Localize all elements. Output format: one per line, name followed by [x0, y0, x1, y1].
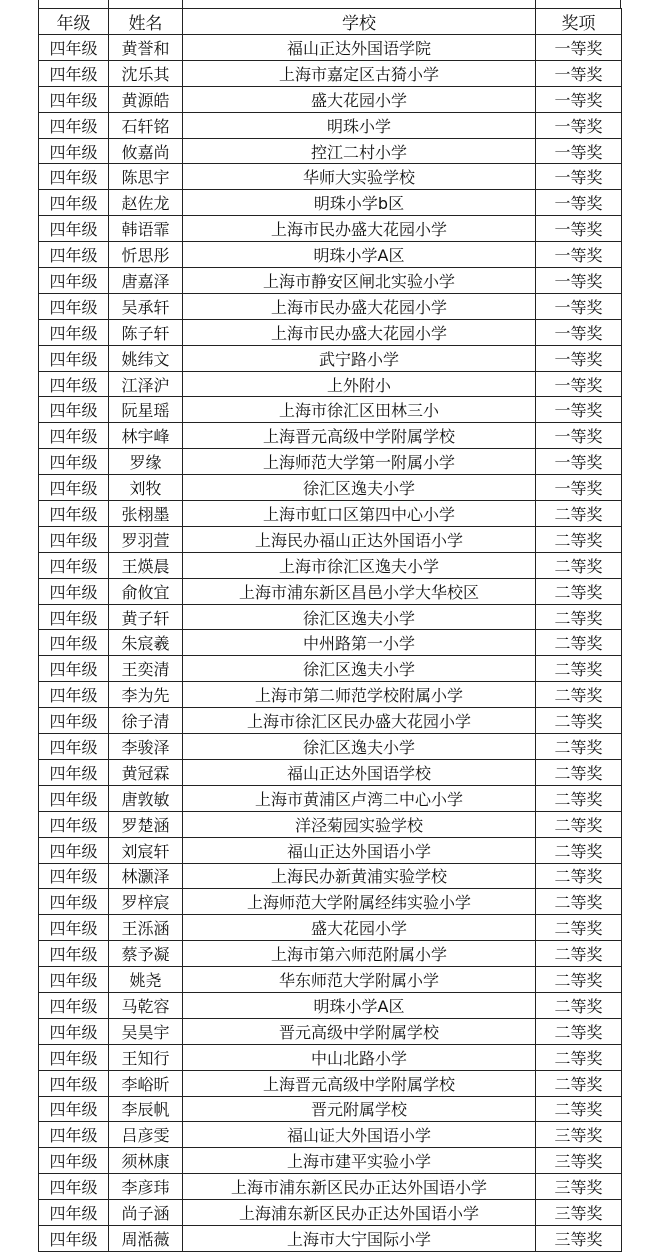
- name-cell: 徐子清: [109, 708, 183, 734]
- name-cell: 吕彦雯: [109, 1122, 183, 1148]
- name-cell: 吴承轩: [109, 293, 183, 319]
- award-cell: 二等奖: [536, 941, 622, 967]
- table-row: [39, 1225, 622, 1251]
- name-cell: 俞攸宜: [109, 578, 183, 604]
- name-cell: 李辰帆: [109, 1096, 183, 1122]
- grade-cell: 四年级: [39, 293, 109, 319]
- grade-cell: 四年级: [39, 785, 109, 811]
- name-cell: 李为先: [109, 682, 183, 708]
- school-cell: 明珠小学A区: [183, 992, 536, 1018]
- table-row: [39, 992, 622, 1018]
- table-row: [39, 345, 622, 371]
- award-cell: 二等奖: [536, 889, 622, 915]
- school-cell: 上海市黄浦区卢湾二中心小学: [183, 785, 536, 811]
- school-cell: 上海市大宁国际小学: [183, 1225, 536, 1251]
- award-cell: 二等奖: [536, 1044, 622, 1070]
- name-cell: 王煐晨: [109, 552, 183, 578]
- table-row: [39, 371, 622, 397]
- table-row: [39, 708, 622, 734]
- table-row: [39, 216, 622, 242]
- name-cell: 黄子轩: [109, 604, 183, 630]
- school-cell: 上海市徐汇区逸夫小学: [183, 552, 536, 578]
- award-cell: 二等奖: [536, 578, 622, 604]
- table-top-edge: [38, 0, 621, 8]
- name-cell: 罗羽萱: [109, 526, 183, 552]
- name-cell: 唐嘉泽: [109, 268, 183, 294]
- grade-cell: 四年级: [39, 216, 109, 242]
- award-cell: 一等奖: [536, 164, 622, 190]
- grade-cell: 四年级: [39, 992, 109, 1018]
- school-cell: 明珠小学A区: [183, 242, 536, 268]
- school-cell: 盛大花园小学: [183, 915, 536, 941]
- table-row: [39, 35, 622, 61]
- table-row: [39, 941, 622, 967]
- school-cell: 上海市建平实验小学: [183, 1148, 536, 1174]
- award-cell: 二等奖: [536, 734, 622, 760]
- table-row: [39, 578, 622, 604]
- name-cell: 王奕清: [109, 656, 183, 682]
- school-cell: 中山北路小学: [183, 1044, 536, 1070]
- grade-cell: 四年级: [39, 837, 109, 863]
- name-cell: 黄冠霖: [109, 759, 183, 785]
- award-cell: 二等奖: [536, 863, 622, 889]
- award-cell: 一等奖: [536, 242, 622, 268]
- school-cell: 控江二村小学: [183, 138, 536, 164]
- school-cell: 上海市静安区闸北实验小学: [183, 268, 536, 294]
- award-cell: 一等奖: [536, 293, 622, 319]
- table-row: [39, 397, 622, 423]
- name-cell: 攸嘉尚: [109, 138, 183, 164]
- name-cell: 刘宸轩: [109, 837, 183, 863]
- school-cell: 上外附小: [183, 371, 536, 397]
- table-row: [39, 242, 622, 268]
- school-cell: 中州路第一小学: [183, 630, 536, 656]
- grade-cell: 四年级: [39, 811, 109, 837]
- school-cell: 晋元高级中学附属学校: [183, 1018, 536, 1044]
- name-cell: 李峪昕: [109, 1070, 183, 1096]
- grade-cell: 四年级: [39, 1122, 109, 1148]
- header-award: 奖项: [536, 9, 622, 35]
- award-cell: 三等奖: [536, 1225, 622, 1251]
- name-cell: 李骏泽: [109, 734, 183, 760]
- grade-cell: 四年级: [39, 449, 109, 475]
- grade-cell: 四年级: [39, 1070, 109, 1096]
- table-row: [39, 1148, 622, 1174]
- school-cell: 上海市徐汇区民办盛大花园小学: [183, 708, 536, 734]
- award-cell: 三等奖: [536, 1174, 622, 1200]
- award-cell: 二等奖: [536, 1018, 622, 1044]
- school-cell: 上海晋元高级中学附属学校: [183, 423, 536, 449]
- award-cell: 一等奖: [536, 423, 622, 449]
- award-cell: 二等奖: [536, 1096, 622, 1122]
- table-row: [39, 86, 622, 112]
- name-cell: 赵佐龙: [109, 190, 183, 216]
- award-cell: 二等奖: [536, 501, 622, 527]
- table-row: [39, 526, 622, 552]
- grade-cell: 四年级: [39, 319, 109, 345]
- grade-cell: 四年级: [39, 164, 109, 190]
- school-cell: 上海市嘉定区古猗小学: [183, 60, 536, 86]
- grade-cell: 四年级: [39, 863, 109, 889]
- award-cell: 二等奖: [536, 915, 622, 941]
- table-row: [39, 656, 622, 682]
- school-cell: 上海师范大学第一附属小学: [183, 449, 536, 475]
- school-cell: 上海民办福山正达外国语小学: [183, 526, 536, 552]
- grade-cell: 四年级: [39, 734, 109, 760]
- name-cell: 刘牧: [109, 475, 183, 501]
- name-cell: 蔡予凝: [109, 941, 183, 967]
- award-cell: 三等奖: [536, 1122, 622, 1148]
- school-cell: 上海浦东新区民办正达外国语小学: [183, 1200, 536, 1226]
- award-cell: 二等奖: [536, 837, 622, 863]
- grade-cell: 四年级: [39, 1018, 109, 1044]
- award-cell: 二等奖: [536, 992, 622, 1018]
- table-row: [39, 138, 622, 164]
- grade-cell: 四年级: [39, 889, 109, 915]
- name-cell: 石轩铭: [109, 112, 183, 138]
- award-cell: 一等奖: [536, 86, 622, 112]
- award-cell: 一等奖: [536, 449, 622, 475]
- grade-cell: 四年级: [39, 526, 109, 552]
- table-row: [39, 837, 622, 863]
- school-cell: 上海市民办盛大花园小学: [183, 319, 536, 345]
- table-row: [39, 811, 622, 837]
- name-cell: 王知行: [109, 1044, 183, 1070]
- school-cell: 上海晋元高级中学附属学校: [183, 1070, 536, 1096]
- grade-cell: 四年级: [39, 60, 109, 86]
- table-row: [39, 1018, 622, 1044]
- table-row: [39, 319, 622, 345]
- name-cell: 李彦玮: [109, 1174, 183, 1200]
- header-name: 姓名: [109, 9, 183, 35]
- grade-cell: 四年级: [39, 1200, 109, 1226]
- school-cell: 华师大实验学校: [183, 164, 536, 190]
- grade-cell: 四年级: [39, 86, 109, 112]
- grade-cell: 四年级: [39, 397, 109, 423]
- award-cell: 二等奖: [536, 785, 622, 811]
- table-row: [39, 268, 622, 294]
- grade-cell: 四年级: [39, 242, 109, 268]
- table-row: [39, 449, 622, 475]
- school-cell: 徐汇区逸夫小学: [183, 475, 536, 501]
- name-cell: 罗缘: [109, 449, 183, 475]
- award-cell: 一等奖: [536, 35, 622, 61]
- school-cell: 上海市第六师范附属小学: [183, 941, 536, 967]
- school-cell: 武宁路小学: [183, 345, 536, 371]
- school-cell: 福山证大外国语小学: [183, 1122, 536, 1148]
- name-cell: 王泺涵: [109, 915, 183, 941]
- grade-cell: 四年级: [39, 941, 109, 967]
- table-row: [39, 501, 622, 527]
- table-row: [39, 1044, 622, 1070]
- grade-cell: 四年级: [39, 1148, 109, 1174]
- school-cell: 上海市浦东新区民办正达外国语小学: [183, 1174, 536, 1200]
- award-cell: 一等奖: [536, 397, 622, 423]
- grade-cell: 四年级: [39, 112, 109, 138]
- grade-cell: 四年级: [39, 501, 109, 527]
- table-row: [39, 734, 622, 760]
- table-row: [39, 164, 622, 190]
- name-cell: 韩语霏: [109, 216, 183, 242]
- name-cell: 林宇峰: [109, 423, 183, 449]
- grade-cell: 四年级: [39, 35, 109, 61]
- school-cell: 福山正达外国语小学: [183, 837, 536, 863]
- table-row: [39, 967, 622, 993]
- grade-cell: 四年级: [39, 423, 109, 449]
- table-row: [39, 60, 622, 86]
- grade-cell: 四年级: [39, 578, 109, 604]
- table-row: [39, 1096, 622, 1122]
- award-cell: 一等奖: [536, 190, 622, 216]
- school-cell: 徐汇区逸夫小学: [183, 604, 536, 630]
- school-cell: 上海民办新黄浦实验学校: [183, 863, 536, 889]
- award-cell: 二等奖: [536, 526, 622, 552]
- grade-cell: 四年级: [39, 371, 109, 397]
- table-row: [39, 630, 622, 656]
- school-cell: 明珠小学: [183, 112, 536, 138]
- name-cell: 张栩墨: [109, 501, 183, 527]
- award-cell: 一等奖: [536, 112, 622, 138]
- award-cell: 一等奖: [536, 345, 622, 371]
- award-cell: 二等奖: [536, 552, 622, 578]
- grade-cell: 四年级: [39, 759, 109, 785]
- table-row: [39, 1200, 622, 1226]
- school-cell: 上海师范大学附属经纬实验小学: [183, 889, 536, 915]
- table-row: [39, 1070, 622, 1096]
- table-row: [39, 863, 622, 889]
- award-cell: 三等奖: [536, 1200, 622, 1226]
- grade-cell: 四年级: [39, 475, 109, 501]
- grade-cell: 四年级: [39, 656, 109, 682]
- name-cell: 罗楚涵: [109, 811, 183, 837]
- grade-cell: 四年级: [39, 915, 109, 941]
- grade-cell: 四年级: [39, 138, 109, 164]
- school-cell: 上海市民办盛大花园小学: [183, 293, 536, 319]
- school-cell: 洋泾菊园实验学校: [183, 811, 536, 837]
- table-row: [39, 889, 622, 915]
- school-cell: 盛大花园小学: [183, 86, 536, 112]
- school-cell: 上海市浦东新区昌邑小学大华校区: [183, 578, 536, 604]
- table-row: [39, 190, 622, 216]
- award-cell: 二等奖: [536, 967, 622, 993]
- award-cell: 二等奖: [536, 811, 622, 837]
- school-cell: 上海市徐汇区田林三小: [183, 397, 536, 423]
- grade-cell: 四年级: [39, 552, 109, 578]
- grade-cell: 四年级: [39, 1174, 109, 1200]
- name-cell: 江泽沪: [109, 371, 183, 397]
- name-cell: 周湉薇: [109, 1225, 183, 1251]
- award-cell: 一等奖: [536, 319, 622, 345]
- name-cell: 陈子轩: [109, 319, 183, 345]
- name-cell: 忻思彤: [109, 242, 183, 268]
- award-cell: 一等奖: [536, 60, 622, 86]
- table-row: [39, 293, 622, 319]
- name-cell: 唐敦敏: [109, 785, 183, 811]
- grade-cell: 四年级: [39, 604, 109, 630]
- table-row: [39, 915, 622, 941]
- school-cell: 上海市第二师范学校附属小学: [183, 682, 536, 708]
- table-body: [39, 35, 622, 1252]
- award-cell: 二等奖: [536, 1070, 622, 1096]
- award-cell: 一等奖: [536, 138, 622, 164]
- grade-cell: 四年级: [39, 630, 109, 656]
- name-cell: 沈乐其: [109, 60, 183, 86]
- award-cell: 一等奖: [536, 216, 622, 242]
- school-cell: 华东师范大学附属小学: [183, 967, 536, 993]
- grade-cell: 四年级: [39, 682, 109, 708]
- school-cell: 福山正达外国语学院: [183, 35, 536, 61]
- table-row: [39, 1122, 622, 1148]
- grade-cell: 四年级: [39, 345, 109, 371]
- name-cell: 陈思宇: [109, 164, 183, 190]
- grade-cell: 四年级: [39, 190, 109, 216]
- school-cell: 上海市民办盛大花园小学: [183, 216, 536, 242]
- school-cell: 徐汇区逸夫小学: [183, 734, 536, 760]
- school-cell: 上海市虹口区第四中心小学: [183, 501, 536, 527]
- table-row: [39, 682, 622, 708]
- name-cell: 黄源皓: [109, 86, 183, 112]
- grade-cell: 四年级: [39, 1044, 109, 1070]
- name-cell: 罗梓宸: [109, 889, 183, 915]
- award-cell: 二等奖: [536, 630, 622, 656]
- name-cell: 黄誉和: [109, 35, 183, 61]
- award-cell: 二等奖: [536, 682, 622, 708]
- name-cell: 姚尧: [109, 967, 183, 993]
- table-row: [39, 785, 622, 811]
- grade-cell: 四年级: [39, 708, 109, 734]
- name-cell: 阮星瑶: [109, 397, 183, 423]
- name-cell: 吴昊宇: [109, 1018, 183, 1044]
- header-school: 学校: [183, 9, 536, 35]
- table-row: [39, 604, 622, 630]
- award-cell: 一等奖: [536, 268, 622, 294]
- grade-cell: 四年级: [39, 1225, 109, 1251]
- award-cell: 一等奖: [536, 371, 622, 397]
- name-cell: 林灏泽: [109, 863, 183, 889]
- award-cell: 三等奖: [536, 1148, 622, 1174]
- name-cell: 尚子涵: [109, 1200, 183, 1226]
- school-cell: 徐汇区逸夫小学: [183, 656, 536, 682]
- school-cell: 明珠小学b区: [183, 190, 536, 216]
- school-cell: 晋元附属学校: [183, 1096, 536, 1122]
- name-cell: 马乾容: [109, 992, 183, 1018]
- grade-cell: 四年级: [39, 967, 109, 993]
- table-row: [39, 475, 622, 501]
- school-cell: 福山正达外国语学校: [183, 759, 536, 785]
- award-cell: 一等奖: [536, 475, 622, 501]
- table-row: [39, 112, 622, 138]
- award-cell: 二等奖: [536, 604, 622, 630]
- header-row: [39, 9, 622, 35]
- header-grade: 年级: [39, 9, 109, 35]
- name-cell: 须林康: [109, 1148, 183, 1174]
- table-row: [39, 552, 622, 578]
- award-table: [38, 8, 622, 1252]
- table-row: [39, 1174, 622, 1200]
- grade-cell: 四年级: [39, 268, 109, 294]
- table-row: [39, 759, 622, 785]
- name-cell: 姚纬文: [109, 345, 183, 371]
- name-cell: 朱宸羲: [109, 630, 183, 656]
- grade-cell: 四年级: [39, 1096, 109, 1122]
- award-cell: 二等奖: [536, 759, 622, 785]
- award-cell: 二等奖: [536, 708, 622, 734]
- table-row: [39, 423, 622, 449]
- award-cell: 二等奖: [536, 656, 622, 682]
